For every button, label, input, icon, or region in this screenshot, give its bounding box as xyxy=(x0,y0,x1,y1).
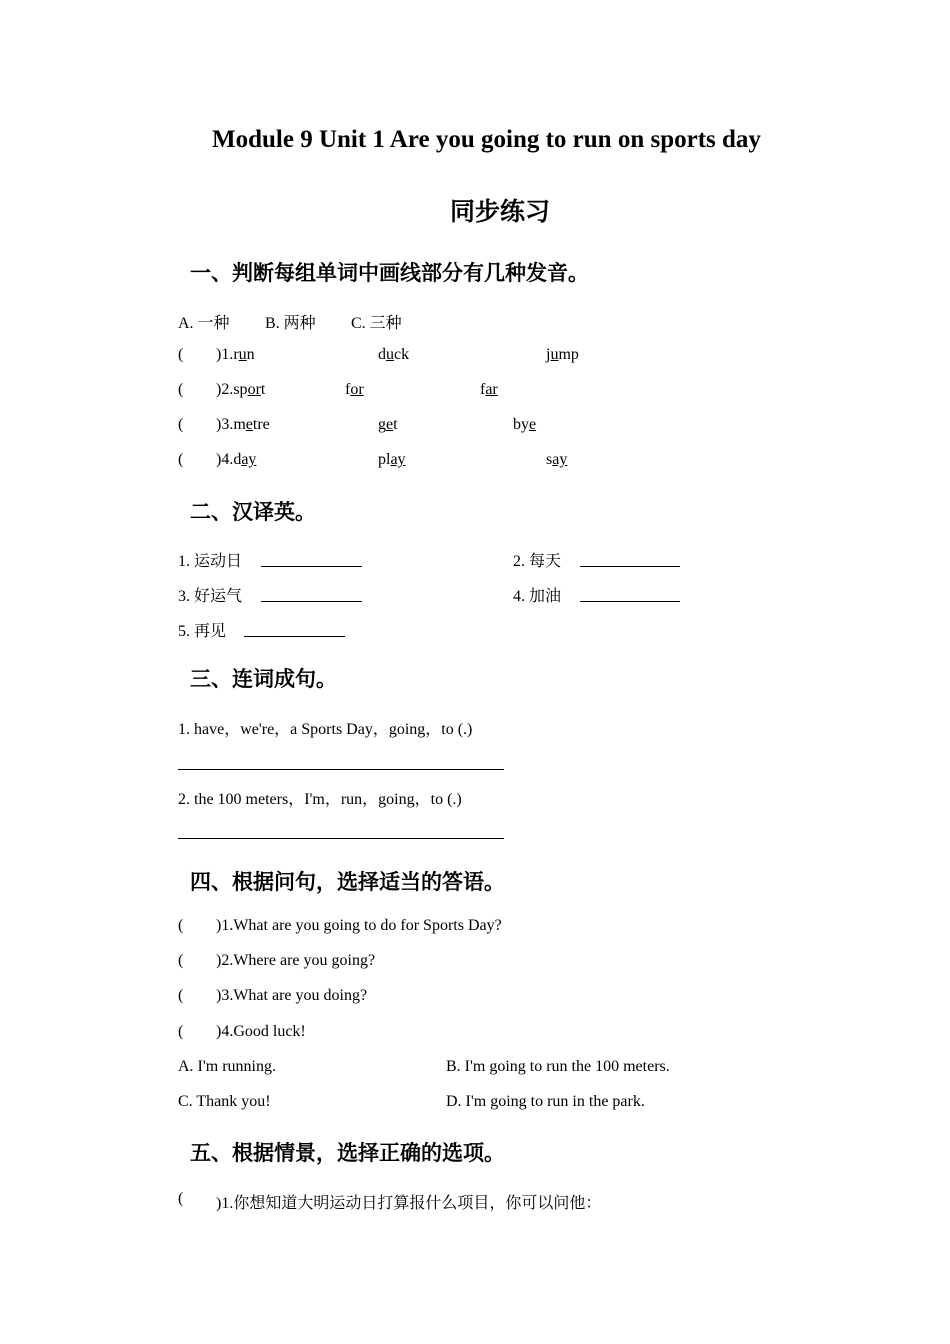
answer-paren[interactable]: ( xyxy=(178,1190,184,1207)
underlined: ay xyxy=(552,451,568,468)
word-4-2 xyxy=(378,451,406,469)
question-1-3 xyxy=(216,416,270,434)
underlined: e xyxy=(386,416,394,433)
word-3-3 xyxy=(513,416,536,434)
dialog-answer-a: A. I'm running. xyxy=(178,1058,276,1075)
question-1-2 xyxy=(216,381,265,399)
word-1-2 xyxy=(378,346,409,364)
word-3-2 xyxy=(378,416,398,434)
w: d xyxy=(378,346,386,363)
page-subtitle: 同步练习 xyxy=(450,199,551,226)
answer-blank-1[interactable] xyxy=(261,566,362,567)
w: sp xyxy=(233,381,248,398)
word-1-3 xyxy=(546,346,579,364)
underlined: e xyxy=(529,416,537,433)
option-c: C. 三种 xyxy=(351,315,402,332)
section2-heading: 二、汉译英。 xyxy=(190,500,316,524)
underlined: u xyxy=(238,346,247,363)
translate-item-2: 2. 每天 xyxy=(513,553,562,570)
underlined: ar xyxy=(485,381,498,398)
underlined: e xyxy=(245,416,253,433)
w: f xyxy=(345,381,351,398)
dialog-answer-b: B. I'm going to run the 100 meters. xyxy=(446,1058,670,1075)
answer-paren[interactable]: ( xyxy=(178,451,184,468)
answer-paren[interactable]: ( xyxy=(178,917,184,934)
answer-paren[interactable]: ( xyxy=(178,346,184,363)
translate-item-3: 3. 好运气 xyxy=(178,588,243,605)
scenario-question-1: )1.你想知道大明运动日打算报什么项目，你可以问他： xyxy=(216,1195,602,1212)
w: pl xyxy=(378,451,391,468)
underlined: ay xyxy=(241,451,257,468)
answer-paren[interactable]: ( xyxy=(178,952,184,969)
w: g xyxy=(378,416,386,433)
answer-paren[interactable]: ( xyxy=(178,381,184,398)
page-title: Module 9 Unit 1 Are you going to run on sports day xyxy=(212,126,761,153)
underlined: ay xyxy=(390,451,406,468)
w: s xyxy=(546,451,553,468)
w: t xyxy=(260,381,266,398)
section4-heading: 四、根据问句，选择适当的答语。 xyxy=(190,870,505,894)
underlined: u xyxy=(550,346,559,363)
answer-blank-4[interactable] xyxy=(580,601,680,602)
w: tre xyxy=(252,416,270,433)
sentence-answer-line-1[interactable] xyxy=(178,769,504,770)
answer-paren[interactable]: ( xyxy=(178,416,184,433)
w: t xyxy=(393,416,398,433)
option-b: B. 两种 xyxy=(265,315,316,332)
w: f xyxy=(480,381,486,398)
underlined: or xyxy=(247,381,261,398)
option-a: A. 一种 xyxy=(178,315,230,332)
w: ck xyxy=(394,346,410,363)
num: )3. xyxy=(216,416,234,433)
num: )1. xyxy=(216,346,234,363)
dialog-question-2: )2.Where are you going? xyxy=(216,952,376,969)
question-1-1 xyxy=(216,346,255,364)
w: r xyxy=(233,346,239,363)
w: j xyxy=(546,346,551,363)
section3-heading: 三、连词成句。 xyxy=(190,667,337,691)
section1-heading: 一、判断每组单词中画线部分有几种发音。 xyxy=(190,261,589,285)
translate-item-1: 1. 运动日 xyxy=(178,553,243,570)
dialog-question-1: )1.What are you going to do for Sports Day? xyxy=(216,917,502,934)
word-2-2 xyxy=(345,381,364,399)
dialog-answer-c: C. Thank you! xyxy=(178,1093,271,1110)
dialog-question-4: )4.Good luck! xyxy=(216,1023,306,1040)
w: mp xyxy=(558,346,579,363)
answer-blank-3[interactable] xyxy=(261,601,362,602)
sentence-item-1: 1. have，we're，a Sports Day，going，to (.) xyxy=(178,721,473,738)
answer-paren[interactable]: ( xyxy=(178,1023,184,1040)
w: n xyxy=(246,346,255,363)
translate-item-5: 5. 再见 xyxy=(178,623,227,640)
w: m xyxy=(233,416,246,433)
w: d xyxy=(233,451,242,468)
answer-paren[interactable]: ( xyxy=(178,987,184,1004)
sentence-item-2: 2. the 100 meters，I'm，run，going，to (.) xyxy=(178,791,462,808)
num: )4. xyxy=(216,451,234,468)
dialog-answer-d: D. I'm going to run in the park. xyxy=(446,1093,645,1110)
section5-heading: 五、根据情景，选择正确的选项。 xyxy=(190,1141,505,1165)
w: by xyxy=(513,416,529,433)
dialog-question-3: )3.What are you doing? xyxy=(216,987,368,1004)
word-4-3 xyxy=(546,451,567,469)
translate-item-4: 4. 加油 xyxy=(513,588,562,605)
word-2-3 xyxy=(480,381,498,399)
answer-blank-2[interactable] xyxy=(580,566,680,567)
num: )2. xyxy=(216,381,234,398)
answer-blank-5[interactable] xyxy=(244,636,345,637)
underlined: or xyxy=(350,381,364,398)
question-1-4 xyxy=(216,451,256,469)
underlined: u xyxy=(386,346,394,363)
sentence-answer-line-2[interactable] xyxy=(178,838,504,839)
